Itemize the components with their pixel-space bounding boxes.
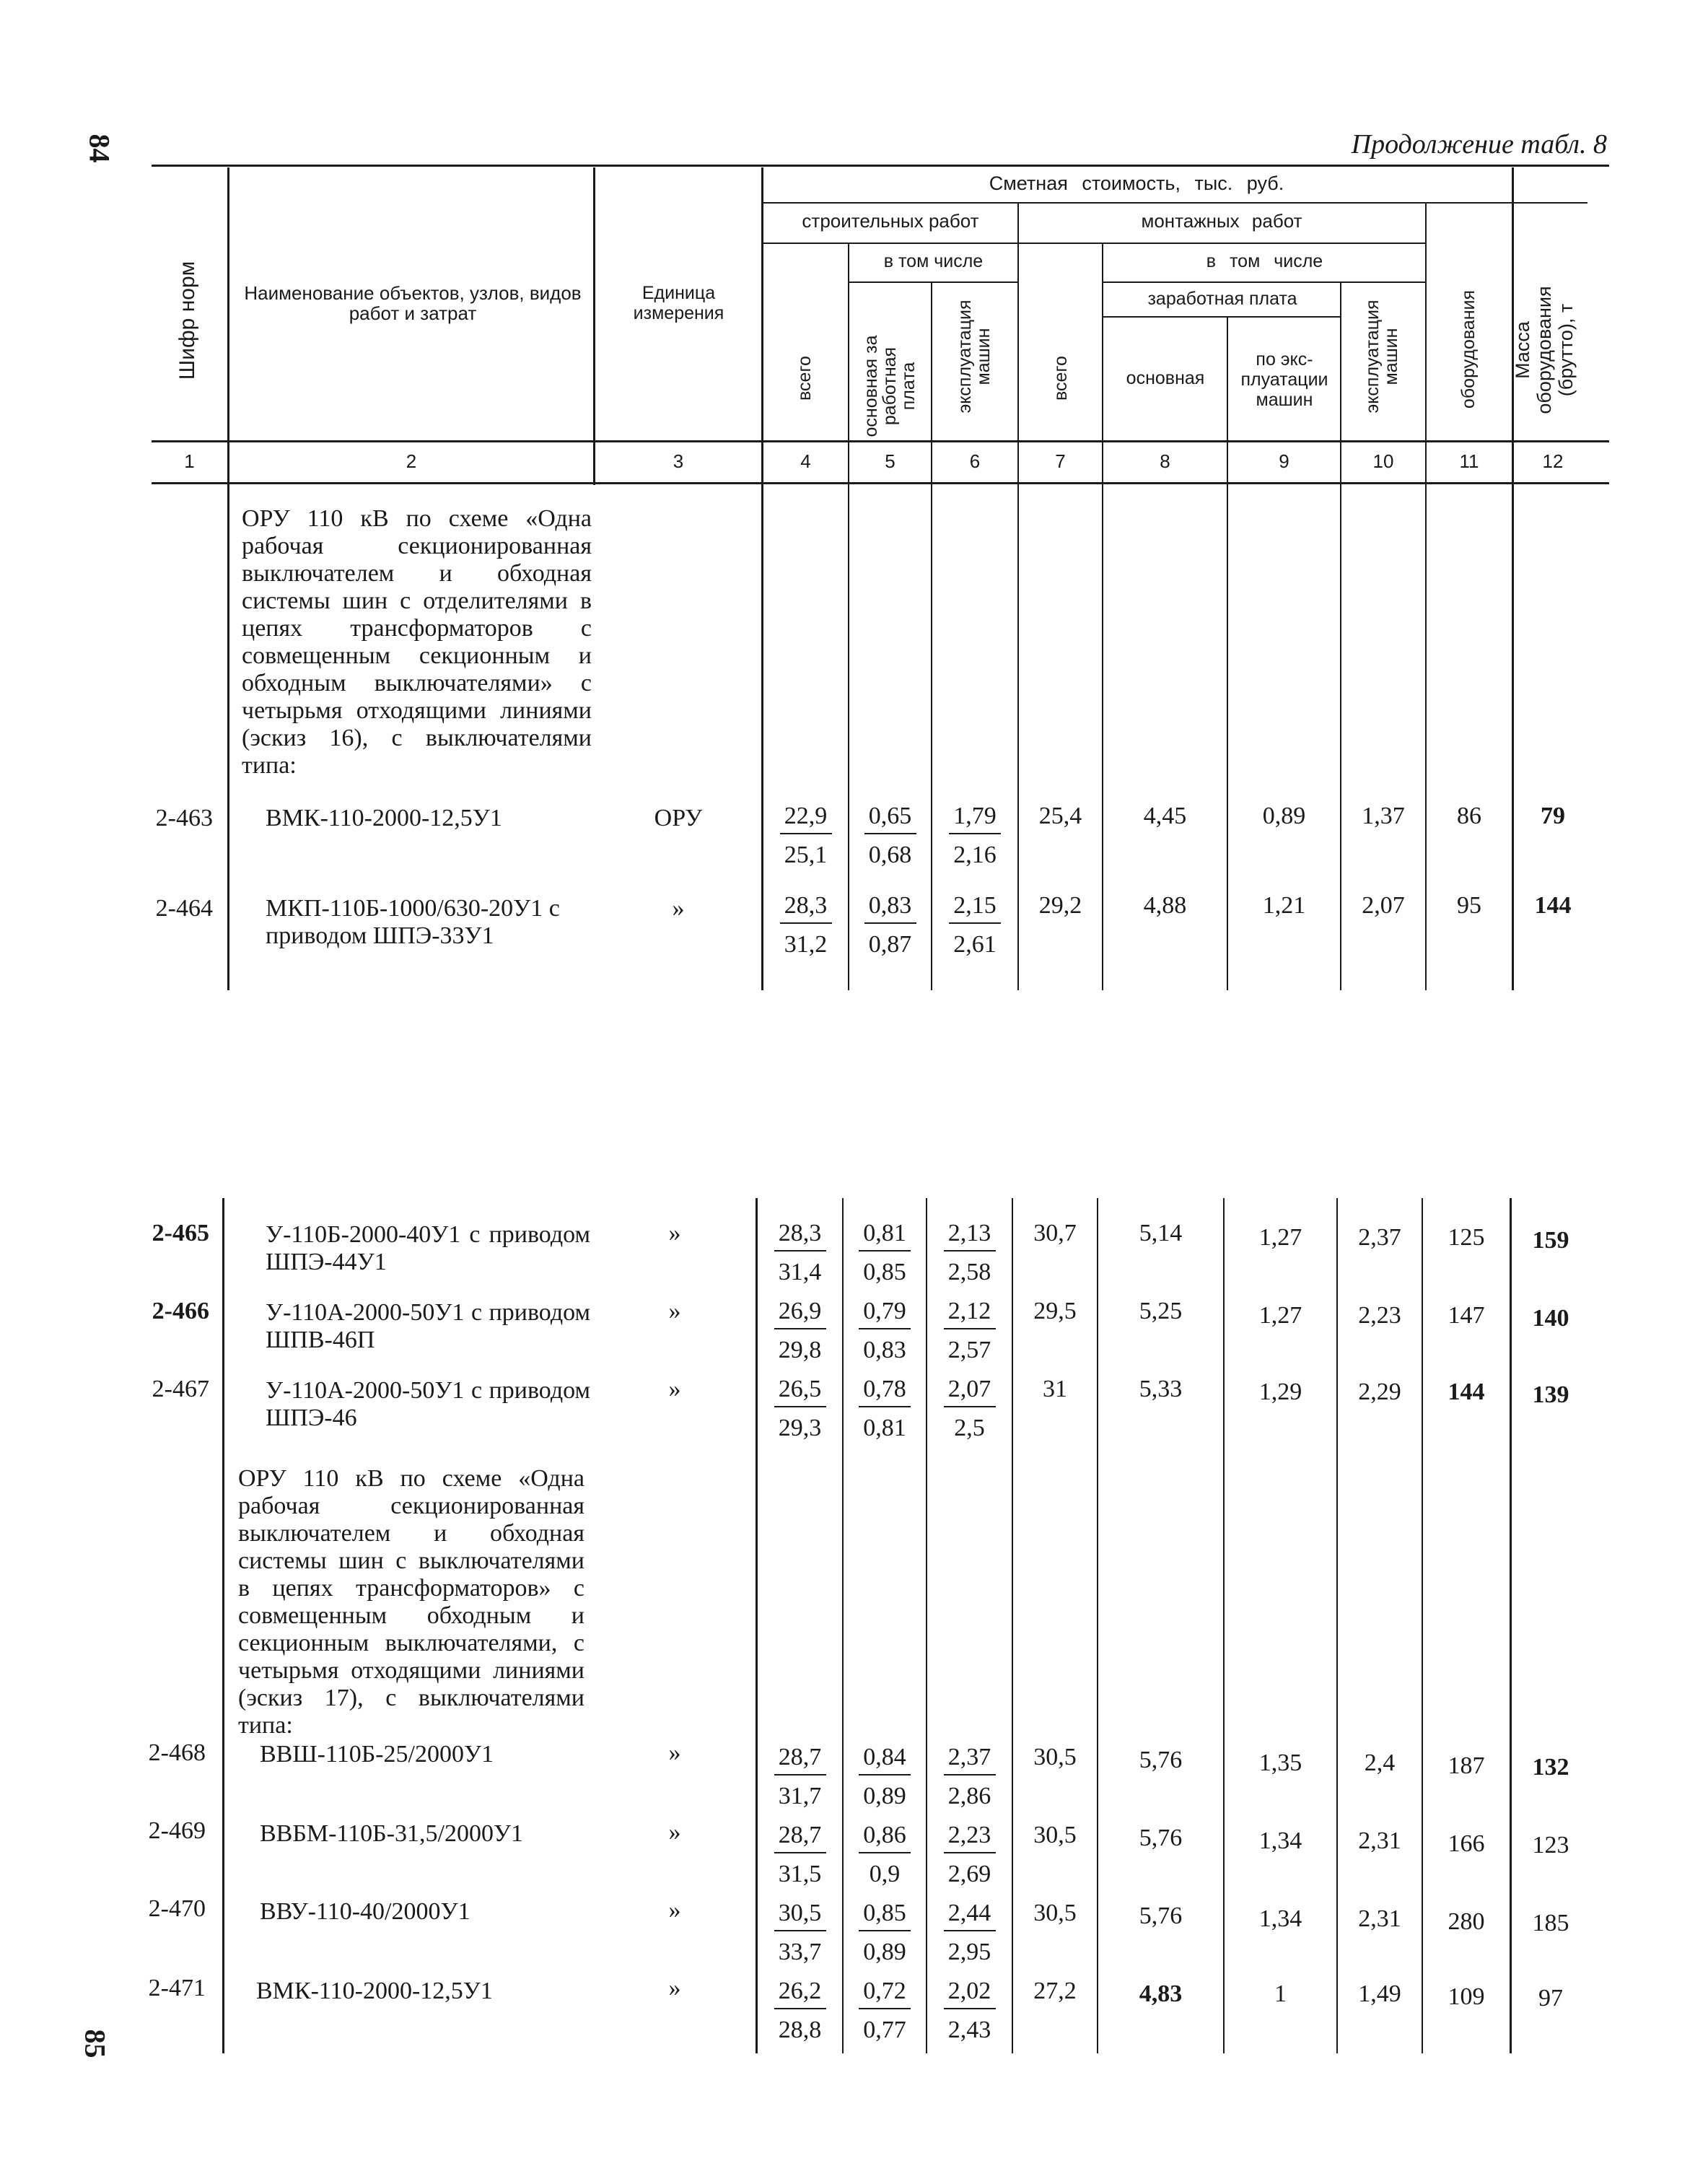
col-num: 12 bbox=[1542, 450, 1564, 472]
cell-c-total: $\frac{28,3}{31,2}$ bbox=[763, 892, 848, 958]
row-unit: » bbox=[668, 1298, 681, 1324]
row-unit: » bbox=[668, 1975, 681, 2001]
col-num: 8 bbox=[1160, 450, 1170, 472]
cell-c-wage: $\frac{0,85}{0,89}$ bbox=[844, 1900, 926, 1966]
cell-m-wage-mach: 0,89 bbox=[1262, 803, 1306, 829]
cell-c-wage: $\frac{0,72}{0,77}$ bbox=[844, 1978, 926, 2044]
cell-c-wage: $\frac{0,81}{0,85}$ bbox=[844, 1220, 926, 1286]
row-name: ВМК-110-2000-12,5У1 bbox=[266, 805, 502, 831]
cell-mass: 132 bbox=[1532, 1754, 1569, 1781]
cell-mass: 123 bbox=[1532, 1832, 1569, 1858]
cell-c-wage: $\frac{0,78}{0,81}$ bbox=[844, 1376, 926, 1442]
row-name: ВВУ-110-40/2000У1 bbox=[260, 1898, 470, 1925]
cell-m-total: 30,7 bbox=[1033, 1220, 1077, 1246]
col-num: 6 bbox=[969, 450, 981, 472]
cell-mass: 79 bbox=[1541, 803, 1565, 829]
cell-m-total: 31 bbox=[1043, 1376, 1067, 1402]
cell-m-total: 30,5 bbox=[1033, 1822, 1077, 1848]
cell-c-total: $\frac{28,7}{31,5}$ bbox=[758, 1822, 842, 1888]
header-col6: эксплуатация машин bbox=[955, 300, 994, 414]
cell-m-total: 30,5 bbox=[1033, 1900, 1077, 1926]
cell-c-mach: $\frac{2,23}{2,69}$ bbox=[927, 1822, 1012, 1888]
row-unit: » bbox=[668, 1897, 681, 1923]
row-unit: » bbox=[668, 1739, 681, 1766]
cell-c-mach: $\frac{2,12}{2,57}$ bbox=[927, 1298, 1012, 1364]
cell-equip: 187 bbox=[1448, 1752, 1485, 1779]
cell-m-wage-mach: 1 bbox=[1274, 1980, 1287, 2007]
cell-mass: 97 bbox=[1538, 1985, 1563, 2012]
cell-m-mach: 2,23 bbox=[1358, 1302, 1401, 1329]
cell-m-total: 25,4 bbox=[1038, 803, 1082, 829]
header-wages: заработная плата bbox=[1147, 289, 1297, 309]
header-in-number-c: в том числе bbox=[883, 251, 984, 271]
cell-m-mach: 2,4 bbox=[1364, 1750, 1396, 1776]
section2-description: ОРУ 110 кВ по схеме «Одна рабочая секционированная выключателем и обходная системы шин с выключателями в цепях трансформаторов» с совмещенным обходным и секционным выключателями, с четырьмя отходящими линиями (эскиз 17), с выключателями типа: bbox=[238, 1465, 584, 1739]
col-num: 2 bbox=[406, 450, 417, 472]
header-main-group: Сметная стоимость, тыс. руб. bbox=[989, 172, 1284, 194]
cell-m-total: 29,2 bbox=[1038, 892, 1082, 919]
cell-m-wage: 5,76 bbox=[1139, 1903, 1183, 1929]
row-code: 2-463 bbox=[155, 805, 213, 831]
row-unit: » bbox=[672, 895, 685, 922]
row-code: 2-469 bbox=[148, 1817, 206, 1844]
col-num: 7 bbox=[1055, 450, 1066, 472]
row-name: ВВШ-110Б-25/2000У1 bbox=[260, 1741, 494, 1768]
cell-c-total: $\frac{26,2}{28,8}$ bbox=[758, 1978, 842, 2044]
row-code: 2-465 bbox=[152, 1220, 209, 1246]
header-col10: эксплуатация машин bbox=[1362, 300, 1401, 414]
cell-c-wage: $\frac{0,83}{0,87}$ bbox=[849, 892, 931, 958]
col-num: 9 bbox=[1279, 450, 1289, 472]
row-code: 2-464 bbox=[155, 895, 213, 922]
row-name: У-110А-2000-50У1 с приводом ШПЭ-46 bbox=[266, 1377, 590, 1431]
cell-equip: 109 bbox=[1448, 1983, 1485, 2010]
cell-c-wage: $\frac{0,65}{0,68}$ bbox=[849, 803, 931, 869]
header-col3: Единица измерения bbox=[633, 283, 724, 323]
cell-m-wage: 5,33 bbox=[1139, 1376, 1183, 1402]
cell-equip: 147 bbox=[1448, 1302, 1485, 1329]
row-unit: » bbox=[668, 1376, 681, 1402]
cell-m-mach: 2,29 bbox=[1358, 1379, 1401, 1405]
cell-m-wage-mach: 1,21 bbox=[1262, 892, 1306, 919]
cell-m-total: 30,5 bbox=[1033, 1744, 1077, 1770]
cell-equip: 86 bbox=[1457, 803, 1481, 829]
cell-equip: 166 bbox=[1448, 1830, 1485, 1857]
cell-c-total: $\frac{22,9}{25,1}$ bbox=[763, 803, 848, 869]
header-col2: Наименование объектов, узлов, видов работ и затрат bbox=[244, 282, 582, 324]
cell-m-wage: 4,45 bbox=[1143, 803, 1187, 829]
row-name: МКП-110Б-1000/630-20У1 с приводом ШПЭ-33У1 bbox=[266, 895, 560, 949]
cell-c-mach: $\frac{2,02}{2,43}$ bbox=[927, 1978, 1012, 2044]
cell-m-mach: 2,31 bbox=[1358, 1827, 1401, 1854]
row-name: У-110Б-2000-40У1 с приводом ШПЭ-44У1 bbox=[266, 1221, 590, 1275]
cell-m-wage-mach: 1,34 bbox=[1258, 1905, 1302, 1932]
row-code: 2-470 bbox=[148, 1895, 206, 1922]
row-name: ВМК-110-2000-12,5У1 bbox=[256, 1978, 493, 2004]
col-num: 5 bbox=[885, 450, 895, 472]
row-unit: » bbox=[668, 1220, 681, 1246]
header-col11: оборудования bbox=[1458, 289, 1479, 409]
cell-c-total: $\frac{30,5}{33,7}$ bbox=[758, 1900, 842, 1966]
cell-equip: 125 bbox=[1448, 1224, 1485, 1251]
cell-m-wage: 5,14 bbox=[1139, 1220, 1183, 1246]
cell-m-mach: 2,07 bbox=[1362, 892, 1405, 919]
header-col5: основная за работная плата bbox=[861, 335, 919, 437]
col-num: 11 bbox=[1459, 450, 1479, 472]
cell-c-mach: $\frac{1,79}{2,16}$ bbox=[932, 803, 1017, 869]
cell-mass: 140 bbox=[1532, 1305, 1569, 1332]
cell-m-wage: 5,25 bbox=[1139, 1298, 1183, 1324]
cell-m-wage: 5,76 bbox=[1139, 1825, 1183, 1851]
row-code: 2-468 bbox=[148, 1739, 206, 1766]
cell-m-mach: 2,31 bbox=[1358, 1905, 1401, 1932]
header-in-number-m: в том числе bbox=[1206, 251, 1323, 271]
cell-m-mach: 1,49 bbox=[1358, 1980, 1401, 2007]
header-col8: основная bbox=[1126, 368, 1205, 388]
cell-m-mach: 1,37 bbox=[1362, 803, 1405, 829]
cell-c-mach: $\frac{2,44}{2,95}$ bbox=[927, 1900, 1012, 1966]
section1-description: ОРУ 110 кВ по схеме «Одна рабочая секционированная выключателем и обходная системы шин с отделителями в цепях трансформаторов с совмещенным секционным и обходным выключателями» с четырьмя отходящими линиями (эскиз 16), с выключателями типа: bbox=[242, 505, 592, 779]
row-code: 2-466 bbox=[152, 1298, 209, 1324]
cell-m-wage-mach: 1,27 bbox=[1258, 1302, 1302, 1329]
cell-mass: 159 bbox=[1532, 1227, 1569, 1254]
row-unit: » bbox=[668, 1819, 681, 1846]
cell-m-mach: 2,37 bbox=[1358, 1224, 1401, 1251]
header-col9: по экс-плуатации машин bbox=[1240, 349, 1328, 410]
header-col7: всего bbox=[1051, 356, 1071, 401]
continuation-title: Продолжение табл. 8 bbox=[1351, 129, 1607, 160]
page-number-bottom: 85 bbox=[79, 2029, 112, 2058]
header-construction: строительных работ bbox=[802, 210, 979, 232]
cell-mass: 139 bbox=[1532, 1381, 1569, 1408]
row-name: ВВБМ-110Б-31,5/2000У1 bbox=[260, 1820, 524, 1847]
numbers-rule bbox=[152, 482, 1609, 484]
cell-c-total: $\frac{26,5}{29,3}$ bbox=[758, 1376, 842, 1442]
cell-c-total: $\frac{28,3}{31,4}$ bbox=[758, 1220, 842, 1286]
page-number-top: 84 bbox=[83, 134, 116, 163]
cell-m-wage: 4,83 bbox=[1139, 1980, 1183, 2007]
header-col4: всего bbox=[794, 356, 815, 401]
cell-c-wage: $\frac{0,79}{0,83}$ bbox=[844, 1298, 926, 1364]
cell-mass: 185 bbox=[1532, 1910, 1569, 1936]
cell-c-total: $\frac{28,7}{31,7}$ bbox=[758, 1744, 842, 1810]
cell-c-mach: $\frac{2,37}{2,86}$ bbox=[927, 1744, 1012, 1810]
cell-c-total: $\frac{26,9}{29,8}$ bbox=[758, 1298, 842, 1364]
cell-m-wage-mach: 1,27 bbox=[1258, 1224, 1302, 1251]
col-num: 4 bbox=[800, 450, 811, 472]
cell-c-mach: $\frac{2,07}{2,5}$ bbox=[927, 1376, 1012, 1442]
cell-m-wage: 5,76 bbox=[1139, 1747, 1183, 1773]
row-name: У-110А-2000-50У1 с приводом ШПВ-46П bbox=[266, 1299, 590, 1353]
top-rule bbox=[152, 165, 1609, 167]
cell-equip: 280 bbox=[1448, 1908, 1485, 1935]
col-num: 10 bbox=[1372, 450, 1394, 472]
cell-equip: 144 bbox=[1448, 1379, 1485, 1405]
header-col12: Масса оборудования (брутто), т bbox=[1512, 286, 1577, 414]
header-col1: Шифр норм bbox=[175, 261, 199, 380]
row-unit: ОРУ bbox=[654, 805, 703, 831]
cell-c-wage: $\frac{0,84}{0,89}$ bbox=[844, 1744, 926, 1810]
cell-m-wage-mach: 1,29 bbox=[1258, 1379, 1302, 1405]
header-installation: монтажных работ bbox=[1141, 210, 1302, 232]
cell-mass: 144 bbox=[1534, 892, 1572, 919]
cell-equip: 95 bbox=[1457, 892, 1481, 919]
cell-m-total: 27,2 bbox=[1033, 1978, 1077, 2004]
cell-m-wage-mach: 1,35 bbox=[1258, 1750, 1302, 1776]
cell-c-mach: $\frac{2,13}{2,58}$ bbox=[927, 1220, 1012, 1286]
cell-c-mach: $\frac{2,15}{2,61}$ bbox=[932, 892, 1017, 958]
cell-m-wage-mach: 1,34 bbox=[1258, 1827, 1302, 1854]
col-num: 1 bbox=[184, 450, 195, 472]
cell-m-wage: 4,88 bbox=[1143, 892, 1187, 919]
row-code: 2-471 bbox=[148, 1975, 206, 2001]
cell-m-total: 29,5 bbox=[1033, 1298, 1077, 1324]
col-num: 3 bbox=[673, 450, 684, 472]
cell-c-wage: $\frac{0,86}{0,9}$ bbox=[844, 1822, 926, 1888]
row-code: 2-467 bbox=[152, 1376, 209, 1402]
